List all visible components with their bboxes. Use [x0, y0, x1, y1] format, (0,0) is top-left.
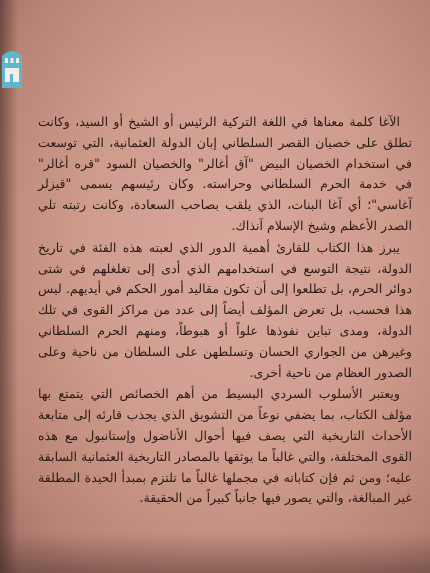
back-cover-blurb: [38, 112, 412, 510]
blurb-paragraph: يبرز هذا الكتاب للقارئ أهمية الدور الذي لعبته هذه الفئة في تاريخ الدولة، نتيجة التوسع في استخدامهم الذي أدى إلى تغلغلهم في شتى دوائر الحرم، بل تطلعوا إلى أن تكون مقاليد أمور الحكم في أيديهم. ليس هذا فحسب، بل تعرض المؤلف أيضاً إلى عدد من مراكز القوى في تلك الدولة، ومدى تباين نفوذها علواً أو هبوطاً، ومنهم الحرم السلطاني وغيرهن من الجواري الحسان وتسلطهن على السلطان من ناحية وعلى الصدور العظام من ناحية أخرى.: [38, 239, 412, 380]
blurb-paragraph: الآغا كلمة معناها في اللغة التركية الرئيس أو الشيخ أو السيد، وكانت تطلق على خصيان القصر السلطاني إبان الدولة العثمانية، التي توسعت في استخدام الخصيان البيض "آق أغالر" والخصيان السود "قره أغالر" في خدمة الحرم السلطاني وحراسته. وكان رئيسهم يسمى "قيزلر آغاسي"؛ أي آغا البنات، الذي يلقب بصاحب السعادة، وكانت رتبته تلي الصدر الأعظم وشيخ الإسلام آنذاك.: [38, 114, 412, 233]
publisher-logo-icon: [2, 46, 22, 88]
blurb-paragraph: ويعتبر الأسلوب السردي البسيط من أهم الخصائص التي يتمتع بها مؤلف الكتاب، بما يضفي نوعاً من التشويق الذي يجذب قارئه إلى متابعة الأحداث التاريخية التي يصف فيها أحوال الأناضول وإستانبول مع هذه القوى المختلفة، والتي غالباً ما يوثقها بالمصادر التاريخية العثمانية السابقة عليه؛ ومن ثم فإن كتاباته في مجملها غالباً ما تلتزم بمبدأ الحيدة المطلقة غير المبالغة، والتي يصور فيها جانباً كبيراً من الحقيقة.: [38, 386, 412, 506]
